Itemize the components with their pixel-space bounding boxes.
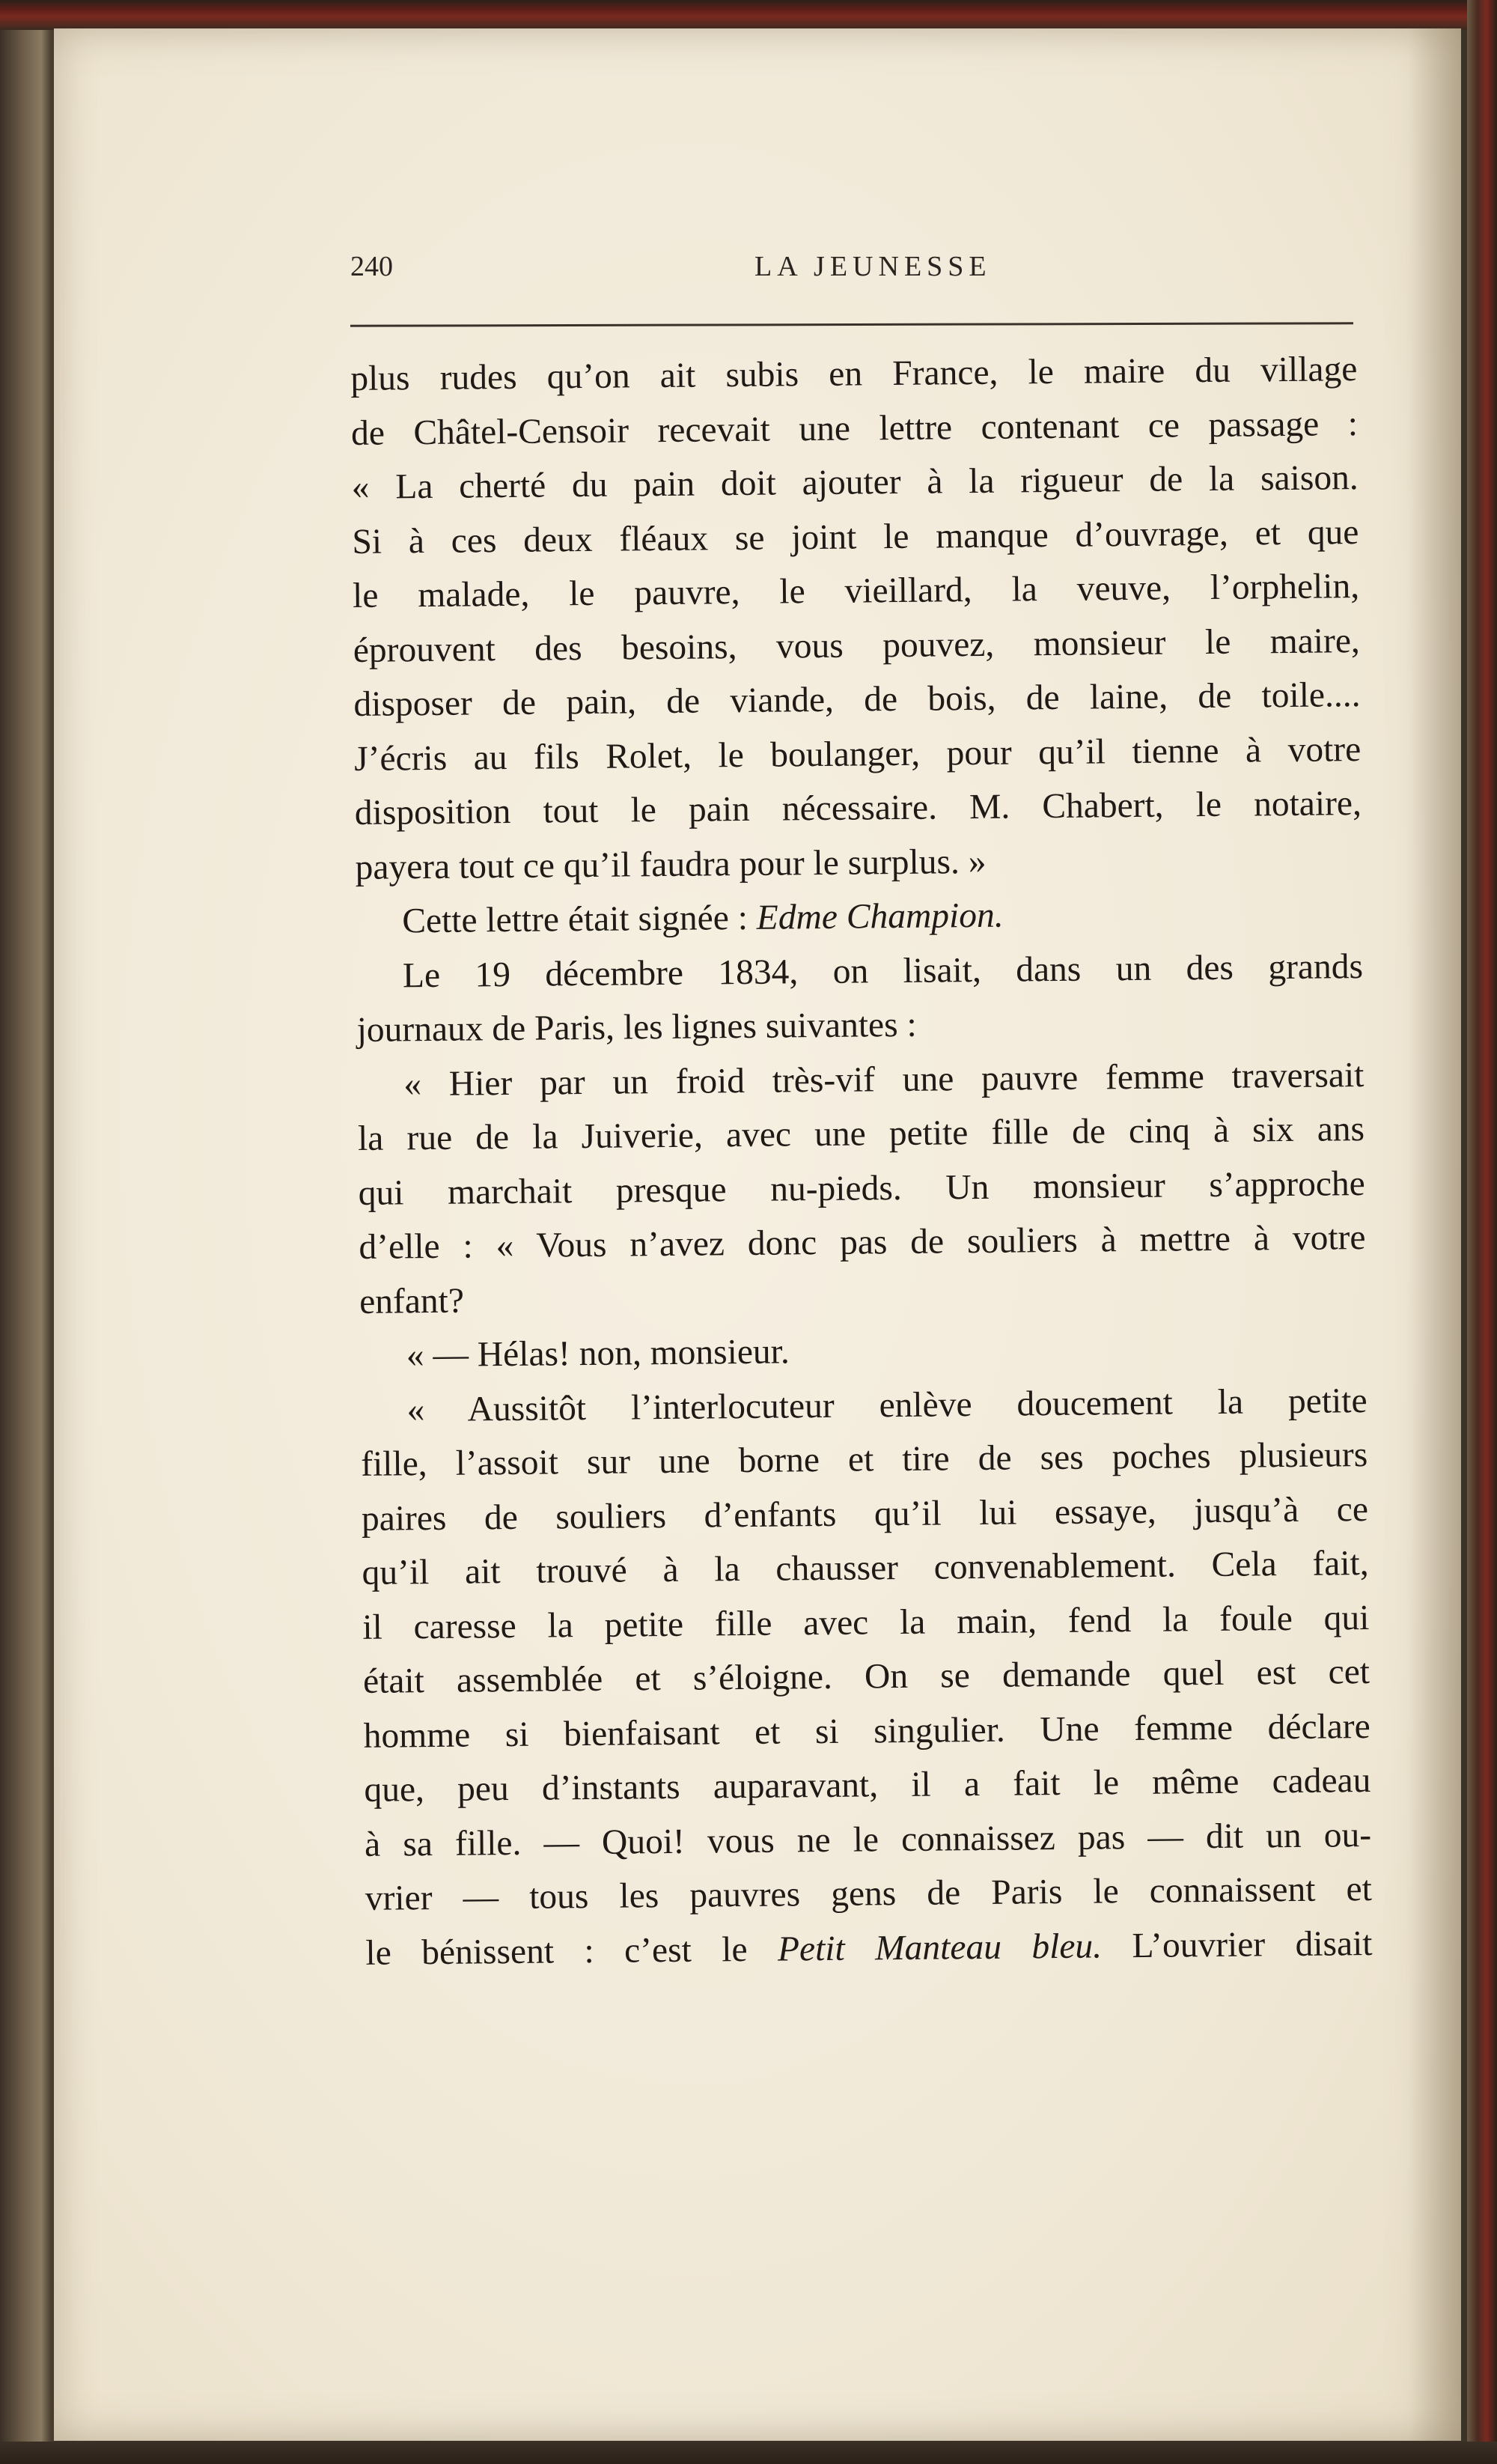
line-text: le bénissent : c’est le — [365, 1929, 778, 1973]
line-text: « La cherté du pain doit ajouter à la rigueur de la saison. — [351, 458, 1359, 507]
text-line — [359, 1265, 1367, 1329]
text-line — [355, 831, 1362, 895]
text-line — [352, 505, 1359, 569]
running-head: LA JEUNESSE — [754, 251, 992, 282]
line-text: journaux de Paris, les lignes suivantes : — [356, 1005, 917, 1050]
line-text: que, peu d’instants auparavant, il a fait le même cadeau — [364, 1761, 1371, 1810]
line-text: payera tout ce qu’il faudra pour le surplus. » — [355, 842, 987, 887]
text-line — [353, 668, 1361, 731]
text-line — [363, 1645, 1371, 1709]
binding-right-edge — [1467, 0, 1497, 2464]
text-line — [353, 559, 1360, 623]
text-line — [355, 776, 1362, 840]
line-text: disposer de pain, de viande, de bois, de laine, de toile.... — [353, 675, 1361, 724]
text-line — [358, 1102, 1365, 1166]
page-header — [350, 247, 1361, 292]
line-text: plus rudes qu’on ait subis en France, le maire du village — [350, 350, 1358, 398]
line-text: de Châtel-Censoir recevait une lettre contenant ce passage : — [350, 404, 1359, 453]
line-text: « Hier par un froid très-vif une pauvre femme traversait — [403, 1055, 1365, 1104]
text-line — [357, 1048, 1365, 1112]
text-line — [351, 451, 1359, 514]
gutter-shadow — [1409, 28, 1461, 2441]
binding-bottom-edge — [0, 2442, 1497, 2464]
text-line — [360, 1319, 1368, 1383]
text-line — [362, 1482, 1369, 1546]
line-text: qui marchait presque nu-pieds. Un monsieur s’approche — [358, 1163, 1365, 1213]
text-line — [365, 1862, 1372, 1926]
italic-text: Petit Manteau bleu. — [777, 1926, 1103, 1969]
text-line — [354, 723, 1362, 786]
line-text: fille, l’assoit sur une borne et tire de ses poches plusieurs — [361, 1435, 1368, 1484]
line-text: J’écris au fils Rolet, le boulanger, pour qu’il tienne à votre — [353, 729, 1362, 779]
line-text: « Aussitôt l’interlocuteur enlève doucement la petite — [406, 1381, 1368, 1429]
text-line — [356, 940, 1364, 1003]
text-line — [353, 614, 1360, 678]
line-text: la rue de la Juiverie, avec une petite fille de cinq à six ans — [357, 1110, 1365, 1158]
text-line — [365, 1916, 1373, 1980]
line-text: Si à ces deux fléaux se joint le manque d’ouvrage, et que — [352, 512, 1359, 562]
italic-text: Edme Champion. — [756, 895, 1004, 937]
line-text: disposition tout le pain nécessaire. M. Chabert, le notaire, — [354, 784, 1362, 833]
text-line — [356, 994, 1364, 1057]
text-line — [356, 885, 1363, 949]
text-line — [362, 1536, 1369, 1600]
text-line — [363, 1700, 1371, 1763]
line-text: vrier — tous les pauvres gens de Paris le connaissent et — [365, 1869, 1373, 1918]
page-number: 240 — [350, 251, 393, 282]
line-text: « — Hélas! non, monsieur. — [406, 1332, 790, 1375]
text-line — [359, 1211, 1366, 1274]
line-text: éprouvent des besoins, vous pouvez, monsieur le maire, — [353, 621, 1361, 670]
line-text: d’elle : « Vous n’avez donc pas de souliers à mettre à votre — [359, 1218, 1366, 1267]
text-line — [365, 1807, 1372, 1871]
text-line — [361, 1428, 1368, 1491]
line-text: homme si bienfaisant et si singulier. Une femme déclare — [363, 1706, 1371, 1756]
text-line — [350, 342, 1358, 406]
line-text: il caresse la petite fille avec la main, fend la foule qui — [362, 1598, 1370, 1647]
line-text: était assemblée et s’éloigne. On se demande quel est cet — [362, 1652, 1371, 1701]
text-line — [351, 397, 1359, 460]
line-text: enfant? — [359, 1281, 465, 1321]
line-text: Cette lettre était signée : — [402, 898, 757, 941]
body-text — [350, 342, 1373, 1980]
text-line — [358, 1157, 1365, 1220]
text-line — [362, 1591, 1370, 1655]
line-text: qu’il ait trouvé à la chausser convenablement. Cela fait, — [362, 1544, 1369, 1593]
line-text: L’ouvrier disait — [1101, 1923, 1373, 1965]
line-text: le malade, le pauvre, le vieillard, la veuve, l’orphelin, — [352, 567, 1360, 615]
text-line — [360, 1374, 1368, 1438]
line-text: Le 19 décembre 1834, on lisait, dans un des grands — [402, 946, 1364, 995]
line-text: à sa fille. — Quoi! vous ne le connaissez pas — dit un ou- — [364, 1815, 1372, 1864]
binding-top-edge — [0, 0, 1497, 30]
text-line — [364, 1753, 1371, 1817]
line-text: paires de souliers d’enfants qu’il lui essaye, jusqu’à ce — [361, 1489, 1369, 1539]
